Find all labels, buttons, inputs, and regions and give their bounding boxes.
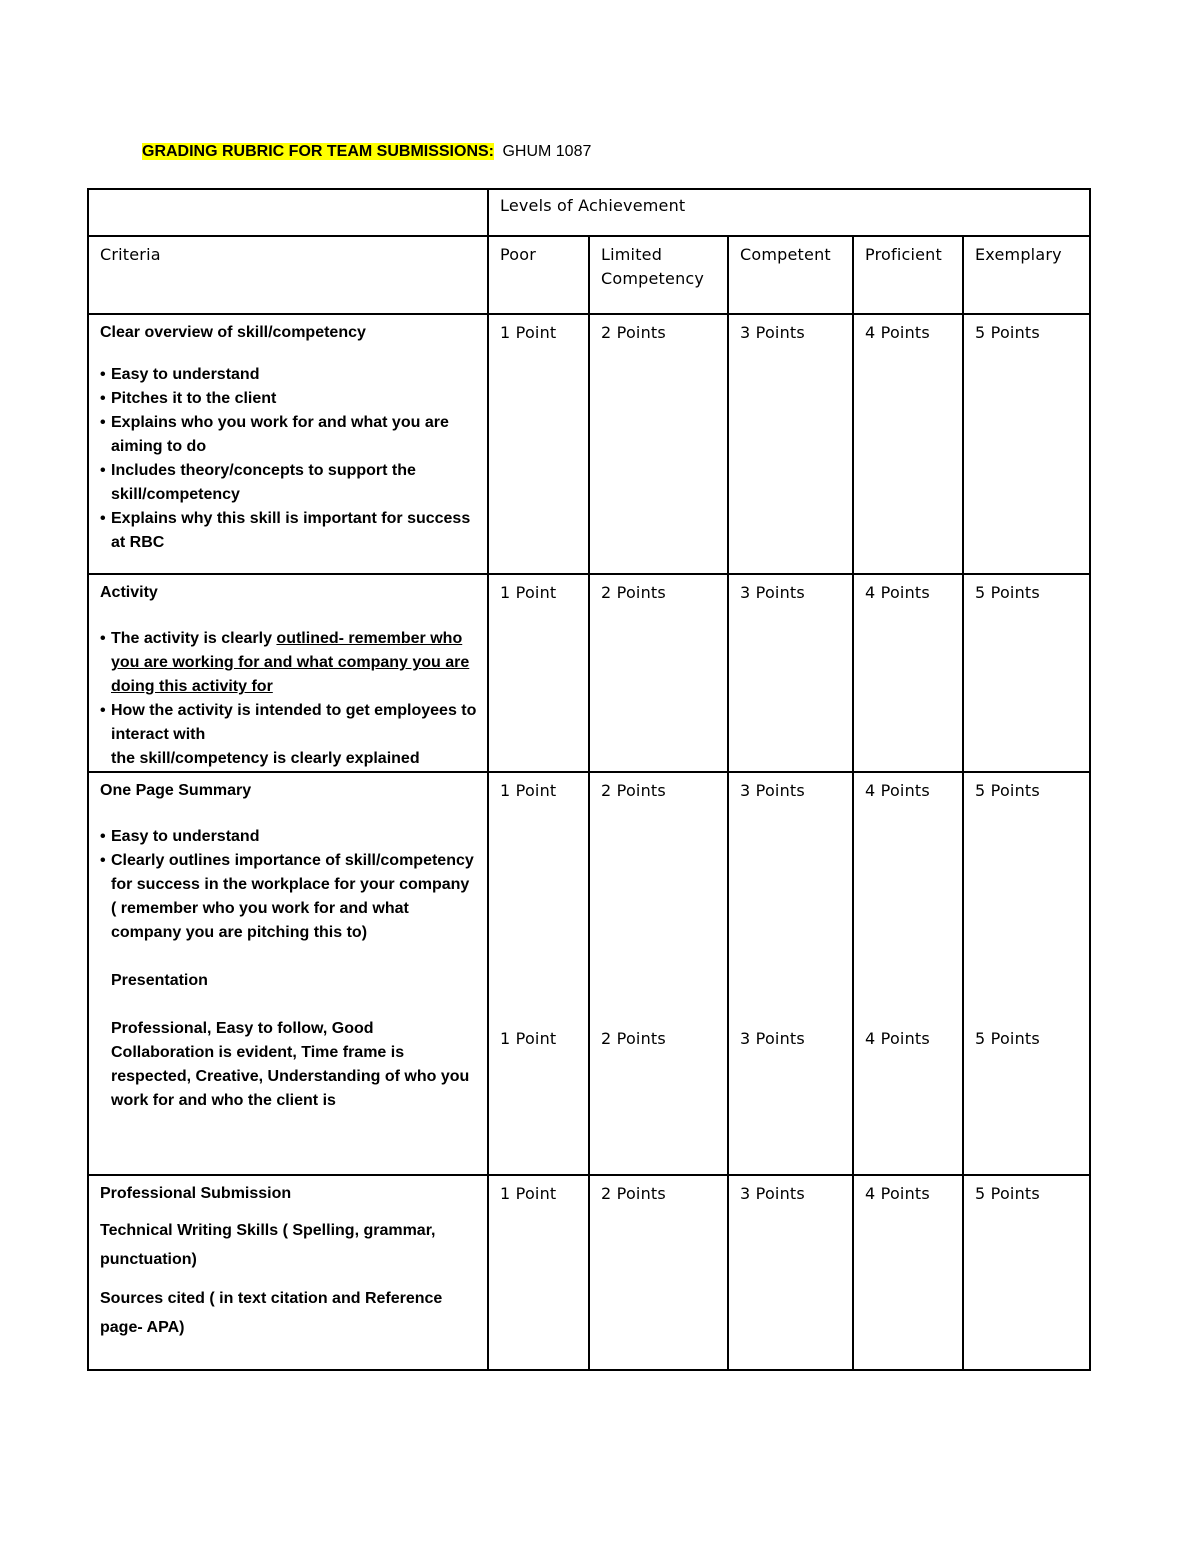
criteria-title: Professional Submission bbox=[100, 1185, 292, 1202]
summary-points: 2 Points bbox=[601, 781, 666, 800]
list-item: • Clearly outlines importance of skill/competency for success in the workplace for your company ( remember who you work for and what company you are pitching this to) bbox=[100, 849, 477, 945]
list-item: • Pitches it to the client bbox=[100, 387, 477, 411]
table-row bbox=[88, 1175, 1090, 1370]
presentation-points: 1 Point bbox=[500, 1029, 557, 1048]
points-cell: 3 Points bbox=[728, 574, 853, 772]
criteria-title: One Page Summary bbox=[100, 782, 252, 799]
criteria-list bbox=[100, 825, 477, 945]
list-item bbox=[100, 627, 477, 699]
activity-text: The activity is clearly bbox=[111, 630, 277, 647]
points-cell: 1 Point bbox=[488, 1175, 589, 1370]
points-cell: 2 Points bbox=[589, 1175, 728, 1370]
criteria-list bbox=[100, 627, 477, 747]
points-cell: 4 Points bbox=[853, 314, 963, 574]
points-cell: 3 Points bbox=[728, 1175, 853, 1370]
table-cell bbox=[88, 189, 488, 236]
levels-header: Levels of Achievement bbox=[488, 189, 1090, 236]
sources-cited: Sources cited ( in text citation and Reference page- APA) bbox=[100, 1290, 443, 1336]
criteria-cell bbox=[88, 574, 488, 772]
activity-tail: the skill/competency is clearly explained bbox=[111, 750, 420, 767]
points-cell bbox=[963, 772, 1090, 1175]
criteria-list bbox=[100, 363, 477, 555]
course-code: GHUM 1087 bbox=[502, 143, 592, 160]
points-cell: 4 Points bbox=[853, 574, 963, 772]
table-row bbox=[88, 314, 1090, 574]
list-item: • Explains who you work for and what you are aiming to do bbox=[100, 411, 477, 459]
criteria-cell bbox=[88, 1175, 488, 1370]
points-cell: 5 Points bbox=[963, 574, 1090, 772]
table-row bbox=[88, 189, 1090, 236]
criteria-title: Clear overview of skill/competency bbox=[100, 324, 366, 341]
title-label: GRADING RUBRIC FOR TEAM SUBMISSIONS: bbox=[142, 143, 494, 160]
points-cell: 2 Points bbox=[589, 574, 728, 772]
grading-rubric-table bbox=[87, 188, 1091, 1371]
criteria-cell bbox=[88, 772, 488, 1175]
writing-skills: Technical Writing Skills ( Spelling, grammar, punctuation) bbox=[100, 1222, 436, 1268]
table-row bbox=[88, 236, 1090, 314]
poor-header: Poor bbox=[488, 236, 589, 314]
list-item: • Easy to understand bbox=[100, 825, 477, 849]
presentation-points: 3 Points bbox=[740, 1029, 805, 1048]
competent-header: Competent bbox=[728, 236, 853, 314]
table-row bbox=[88, 772, 1090, 1175]
list-item: • Easy to understand bbox=[100, 363, 477, 387]
points-cell bbox=[728, 772, 853, 1175]
summary-points: 4 Points bbox=[865, 781, 930, 800]
limited-header bbox=[589, 236, 728, 314]
points-cell: 2 Points bbox=[589, 314, 728, 574]
points-cell: 1 Point bbox=[488, 314, 589, 574]
presentation-points: 2 Points bbox=[601, 1029, 666, 1048]
list-item: • Explains why this skill is important for success at RBC bbox=[100, 507, 477, 555]
criteria-title: Activity bbox=[100, 584, 158, 601]
criteria-cell bbox=[88, 314, 488, 574]
limited-header-line2: Competency bbox=[601, 269, 705, 288]
presentation-points: 4 Points bbox=[865, 1029, 930, 1048]
points-cell: 5 Points bbox=[963, 314, 1090, 574]
exemplary-header: Exemplary bbox=[963, 236, 1090, 314]
table-row bbox=[88, 574, 1090, 772]
summary-points: 5 Points bbox=[975, 781, 1040, 800]
summary-points: 3 Points bbox=[740, 781, 805, 800]
criteria-header: Criteria bbox=[88, 236, 488, 314]
presentation-points: 5 Points bbox=[975, 1029, 1040, 1048]
presentation-title: Presentation bbox=[111, 972, 208, 989]
summary-points: 1 Point bbox=[500, 781, 557, 800]
points-cell bbox=[488, 772, 589, 1175]
list-item: • Includes theory/concepts to support the skill/competency bbox=[100, 459, 477, 507]
proficient-header: Proficient bbox=[853, 236, 963, 314]
points-cell: 4 Points bbox=[853, 1175, 963, 1370]
activity-underlined-text: outlined- remember who you are working for and what company you are doing this activity for bbox=[111, 630, 470, 695]
points-cell bbox=[589, 772, 728, 1175]
list-item: • How the activity is intended to get employees to interact with bbox=[100, 699, 477, 747]
page-title bbox=[142, 143, 591, 161]
presentation-description: Professional, Easy to follow, Good Collaboration is evident, Time frame is respected, Creative, Understanding of who you work for and who the client is bbox=[111, 1020, 470, 1109]
points-cell: 5 Points bbox=[963, 1175, 1090, 1370]
limited-header-line1: Limited bbox=[601, 245, 663, 264]
points-cell bbox=[853, 772, 963, 1175]
points-cell: 1 Point bbox=[488, 574, 589, 772]
points-cell: 3 Points bbox=[728, 314, 853, 574]
